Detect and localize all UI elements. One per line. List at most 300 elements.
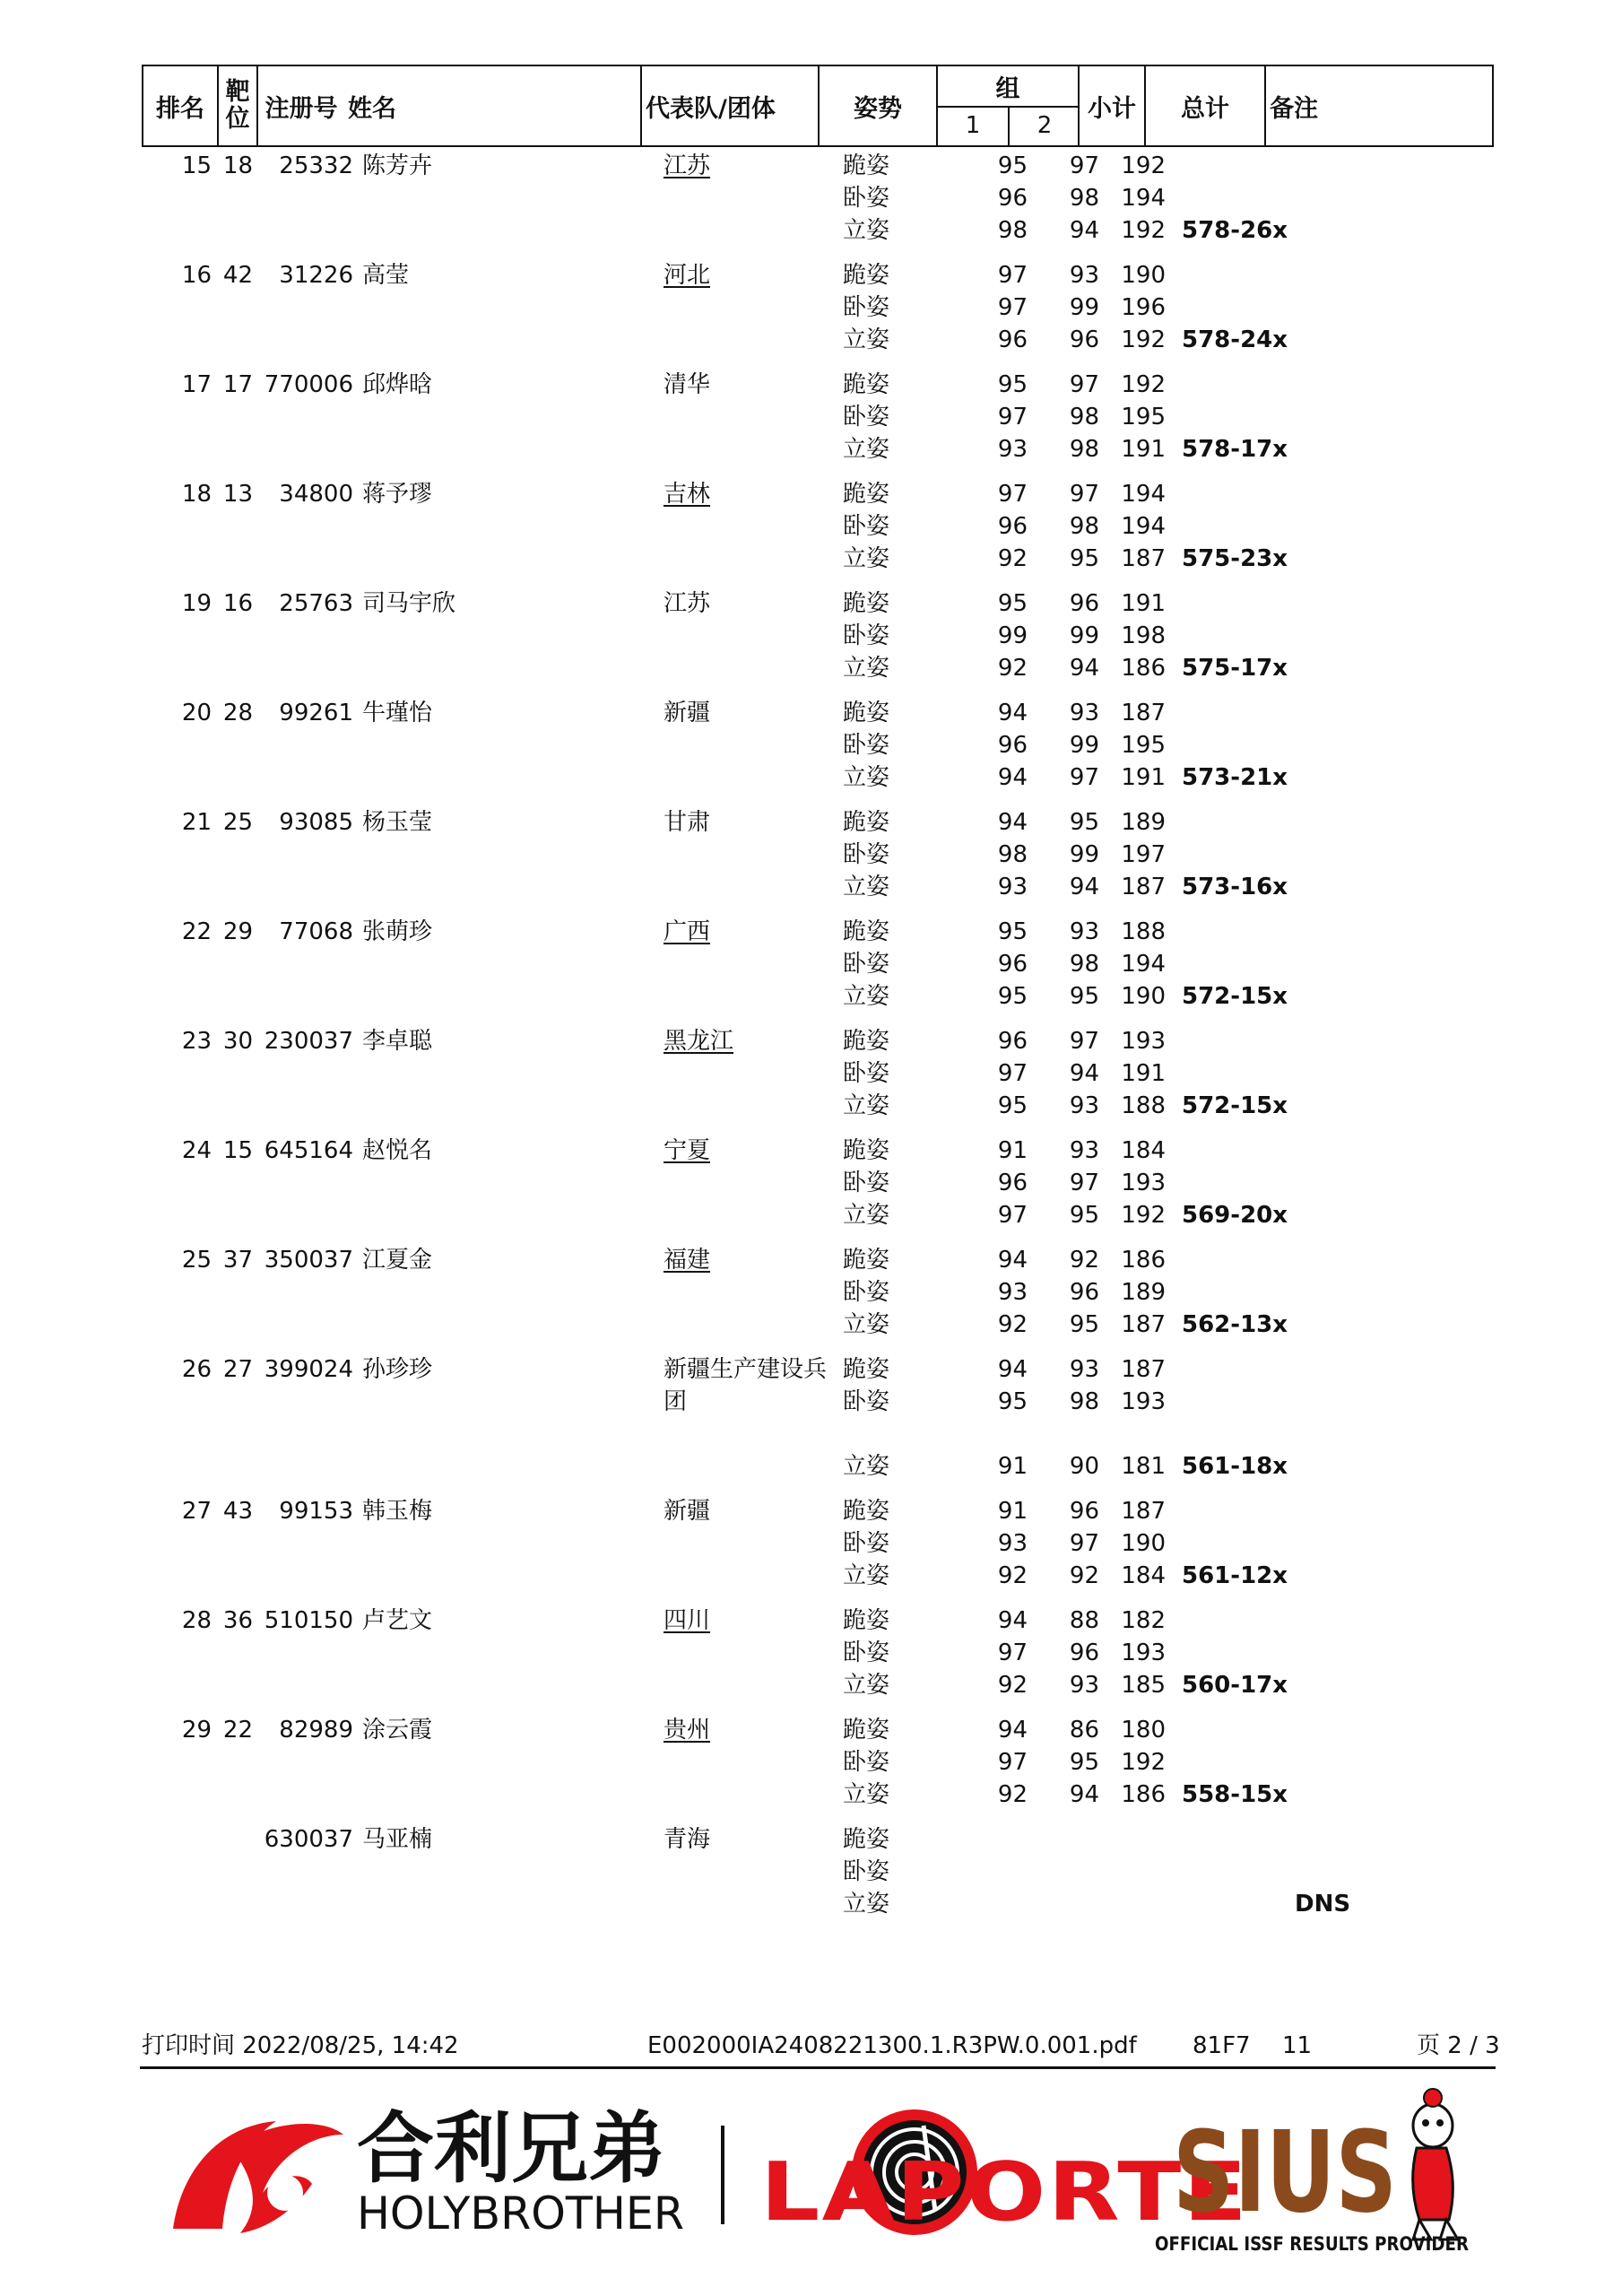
subtotal-score: 184 [1121, 1562, 1166, 1589]
series-2-score: 94 [1069, 655, 1099, 682]
total-score: 578-26x [1182, 217, 1288, 244]
position-label: 卧姿 [843, 622, 890, 649]
athlete-team: 广西 [664, 918, 711, 945]
series-2-score: 98 [1069, 1388, 1099, 1415]
holybrother-emblem-icon [173, 2121, 343, 2233]
athlete-team: 宁夏 [664, 1137, 711, 1164]
position-label: 立姿 [843, 436, 890, 463]
header-team: 代表队/团体 [640, 66, 818, 145]
series-2-score: 92 [1069, 1562, 1099, 1589]
position-label: 立姿 [843, 1781, 890, 1808]
series-2-score: 93 [1069, 1672, 1099, 1699]
subtotal-score: 190 [1121, 1530, 1166, 1557]
athlete-team: 新疆 [664, 700, 711, 726]
subtotal-score: 186 [1121, 655, 1166, 682]
series-2-score: 93 [1069, 1356, 1099, 1383]
subtotal-score: 197 [1121, 841, 1166, 868]
total-score: 573-21x [1182, 764, 1288, 791]
series-2-score: 97 [1069, 1170, 1099, 1196]
series-1-score: 95 [997, 152, 1028, 179]
athlete-target: 27 [222, 1356, 253, 1383]
subtotal-score: 194 [1121, 481, 1166, 508]
series-2-score: 88 [1069, 1607, 1099, 1634]
subtotal-score: 198 [1121, 622, 1166, 649]
series-2-score: 97 [1069, 371, 1099, 398]
athlete-name: 张萌珍 [362, 918, 433, 945]
position-label: 立姿 [843, 1672, 890, 1699]
subtotal-score: 192 [1121, 1202, 1166, 1229]
athlete-reg-no: 350037 [264, 1247, 353, 1274]
subtotal-score: 192 [1121, 1749, 1166, 1776]
athlete-rank: 16 [181, 262, 212, 289]
series-2-score: 86 [1069, 1717, 1099, 1744]
subtotal-score: 187 [1121, 1311, 1166, 1338]
series-1-score: 93 [997, 1530, 1028, 1557]
series-1-score: 94 [997, 1247, 1028, 1274]
athlete-reg-no: 31226 [279, 262, 353, 289]
position-label: 跪姿 [843, 700, 890, 726]
subtotal-score: 187 [1121, 874, 1166, 900]
series-1-score: 92 [997, 545, 1028, 572]
athlete-name: 高莹 [362, 262, 410, 289]
subtotal-score: 187 [1121, 700, 1166, 726]
position-label: 卧姿 [843, 1749, 890, 1776]
series-1-score: 98 [997, 217, 1028, 244]
position-label: 卧姿 [843, 1170, 890, 1196]
athlete-team: 吉林 [664, 481, 711, 508]
position-label: 卧姿 [843, 185, 890, 212]
series-1-score: 97 [997, 404, 1028, 430]
athlete-target: 15 [222, 1137, 253, 1164]
series-1-score: 95 [997, 590, 1028, 617]
athlete-target: 16 [222, 590, 253, 617]
total-score: 569-20x [1182, 1202, 1288, 1229]
series-2-score: 98 [1069, 185, 1099, 212]
athlete-team: 新疆生产建设兵 [664, 1356, 828, 1383]
series-2-score: 96 [1069, 326, 1099, 353]
sponsor-logos-svg [142, 2085, 1496, 2256]
position-label: 立姿 [843, 983, 890, 1010]
athlete-reg-no: 630037 [264, 1826, 353, 1853]
print-time: 打印时间 2022/08/25, 14:42 [142, 2032, 459, 2059]
position-label: 卧姿 [843, 951, 890, 978]
position-label: 立姿 [843, 1453, 890, 1480]
position-label: 立姿 [843, 326, 890, 353]
series-2-score: 95 [1069, 809, 1099, 836]
position-label: 跪姿 [843, 1826, 890, 1853]
header-position: 姿势 [818, 66, 936, 145]
athlete-reg-no: 99261 [279, 700, 353, 726]
subtotal-score: 191 [1121, 764, 1166, 791]
series-2-score: 98 [1069, 436, 1099, 463]
series-1-score: 91 [997, 1498, 1028, 1525]
position-label: 卧姿 [843, 1060, 890, 1087]
series-2-score: 96 [1069, 1498, 1099, 1525]
document-code: 81F7 [1193, 2032, 1251, 2059]
header-group [936, 66, 1078, 145]
athlete-team: 青海 [664, 1826, 711, 1853]
total-score: 573-16x [1182, 874, 1288, 900]
series-1-score: 94 [997, 764, 1028, 791]
total-score: 572-15x [1182, 983, 1288, 1010]
page-number: 页 2 / 3 [1417, 2032, 1500, 2059]
series-2-score: 99 [1069, 622, 1099, 649]
total-score: 561-12x [1182, 1562, 1288, 1589]
athlete-target: 22 [222, 1717, 253, 1744]
sius-mascot-icon [1413, 2089, 1458, 2239]
series-1-score: 93 [997, 874, 1028, 900]
subtotal-score: 196 [1121, 294, 1166, 321]
subtotal-score: 187 [1121, 1498, 1166, 1525]
series-2-score: 97 [1069, 152, 1099, 179]
series-1-score: 95 [997, 1092, 1028, 1119]
athlete-rank: 24 [181, 1137, 212, 1164]
athlete-target: 29 [222, 918, 253, 945]
series-2-score: 95 [1069, 1311, 1099, 1338]
subtotal-score: 188 [1121, 918, 1166, 945]
series-2-score: 95 [1069, 545, 1099, 572]
athlete-reg-no: 645164 [264, 1137, 353, 1164]
athlete-rank: 28 [181, 1607, 212, 1634]
series-2-score: 95 [1069, 983, 1099, 1010]
header-subtotal: 小计 [1078, 66, 1144, 145]
total-score: 575-17x [1182, 655, 1288, 682]
athlete-team: 河北 [664, 262, 711, 289]
athlete-target: 25 [222, 809, 253, 836]
athlete-name: 司马宇欣 [362, 590, 456, 617]
subtotal-score: 194 [1121, 513, 1166, 540]
position-label: 立姿 [843, 1891, 890, 1918]
series-1-score: 91 [997, 1453, 1028, 1480]
subtotal-score: 181 [1121, 1453, 1166, 1480]
total-score: 560-17x [1182, 1672, 1288, 1699]
series-1-score: 99 [997, 622, 1028, 649]
series-2-score: 95 [1069, 1202, 1099, 1229]
subtotal-score: 187 [1121, 545, 1166, 572]
total-score: 562-13x [1182, 1311, 1288, 1338]
series-2-score: 94 [1069, 1060, 1099, 1087]
position-label: 立姿 [843, 545, 890, 572]
series-2-score: 99 [1069, 732, 1099, 759]
series-2-score: 90 [1069, 1453, 1099, 1480]
position-label: 跪姿 [843, 918, 890, 945]
athlete-rank: 23 [181, 1028, 212, 1055]
series-2-score: 94 [1069, 874, 1099, 900]
athlete-team: 甘肃 [664, 809, 711, 836]
footer-rule [140, 2066, 1496, 2069]
sius-tagline: OFFICIAL ISSF RESULTS PROVIDER [1155, 2233, 1469, 2255]
subtotal-score: 189 [1121, 1279, 1166, 1306]
position-label: 跪姿 [843, 262, 890, 289]
athlete-name: 邱烨晗 [362, 371, 433, 398]
position-label: 卧姿 [843, 841, 890, 868]
athlete-target: 13 [222, 481, 253, 508]
athlete-team: 江苏 [664, 590, 711, 617]
header-group-1: 1 [938, 106, 1010, 145]
subtotal-score: 194 [1121, 951, 1166, 978]
series-1-score: 98 [997, 841, 1028, 868]
position-label: 跪姿 [843, 1717, 890, 1744]
athlete-rank: 17 [181, 371, 212, 398]
athlete-rank: 20 [181, 700, 212, 726]
position-label: 立姿 [843, 1311, 890, 1338]
pdf-filename: E002000IA2408221300.1.R3PW.0.001.pdf [647, 2032, 1137, 2059]
athlete-name: 杨玉莹 [362, 809, 433, 836]
series-2-score: 94 [1069, 1781, 1099, 1808]
athlete-target: 30 [222, 1028, 253, 1055]
sponsor-logos [142, 2085, 1496, 2256]
subtotal-score: 186 [1121, 1247, 1166, 1274]
athlete-name: 孙珍珍 [362, 1356, 433, 1383]
athlete-team: 新疆 [664, 1498, 711, 1525]
series-1-score: 96 [997, 951, 1028, 978]
series-2-score: 99 [1069, 841, 1099, 868]
header-total: 总计 [1144, 66, 1264, 145]
subtotal-score: 192 [1121, 217, 1166, 244]
athlete-rank: 29 [181, 1717, 212, 1744]
series-1-score: 96 [997, 513, 1028, 540]
athlete-name: 陈芳卉 [362, 152, 433, 179]
series-2-score: 98 [1069, 404, 1099, 430]
total-score: 578-17x [1182, 436, 1288, 463]
subtotal-score: 186 [1121, 1781, 1166, 1808]
total-score: 578-24x [1182, 326, 1288, 353]
athlete-reg-no: 230037 [264, 1028, 353, 1055]
position-label: 卧姿 [843, 404, 890, 430]
series-2-score: 96 [1069, 1279, 1099, 1306]
series-1-score: 94 [997, 1356, 1028, 1383]
position-label: 跪姿 [843, 1607, 890, 1634]
series-1-score: 93 [997, 436, 1028, 463]
athlete-name: 蒋予璆 [362, 481, 433, 508]
results-table-header [142, 65, 1494, 147]
laporte-text: LAPORTE [760, 2145, 1249, 2239]
position-label: 跪姿 [843, 1028, 890, 1055]
series-1-score: 94 [997, 809, 1028, 836]
subtotal-score: 190 [1121, 983, 1166, 1010]
athlete-team: 清华 [664, 371, 711, 398]
position-label: 跪姿 [843, 152, 890, 179]
athlete-target: 28 [222, 700, 253, 726]
series-1-score: 92 [997, 1562, 1028, 1589]
subtotal-score: 193 [1121, 1170, 1166, 1196]
athlete-rank: 25 [181, 1247, 212, 1274]
position-label: 跪姿 [843, 1137, 890, 1164]
header-group-2: 2 [1037, 112, 1053, 139]
athlete-target: 17 [222, 371, 253, 398]
position-label: 卧姿 [843, 1858, 890, 1885]
subtotal-score: 195 [1121, 732, 1166, 759]
position-label: 跪姿 [843, 809, 890, 836]
series-2-score: 97 [1069, 1530, 1099, 1557]
subtotal-score: 184 [1121, 1137, 1166, 1164]
position-label: 跪姿 [843, 1247, 890, 1274]
athlete-reg-no: 25332 [279, 152, 353, 179]
athlete-rank: 21 [181, 809, 212, 836]
subtotal-score: 191 [1121, 590, 1166, 617]
position-label: 立姿 [843, 1202, 890, 1229]
series-2-score: 96 [1069, 1639, 1099, 1666]
position-label: 卧姿 [843, 1279, 890, 1306]
series-2-score: 97 [1069, 481, 1099, 508]
series-1-score: 92 [997, 1672, 1028, 1699]
athlete-target: 36 [222, 1607, 253, 1634]
header-group-title: 组 [938, 66, 1078, 108]
header-target-text: 靶位 [225, 78, 250, 133]
subtotal-score: 188 [1121, 1092, 1166, 1119]
athlete-team: 四川 [664, 1607, 711, 1634]
series-1-score: 95 [997, 983, 1028, 1010]
total-score: 561-18x [1182, 1453, 1288, 1480]
subtotal-score: 191 [1121, 436, 1166, 463]
subtotal-score: 192 [1121, 326, 1166, 353]
athlete-target: 37 [222, 1247, 253, 1274]
series-2-score: 98 [1069, 951, 1099, 978]
position-label: 卧姿 [843, 513, 890, 540]
series-1-score: 94 [997, 700, 1028, 726]
position-label: 立姿 [843, 1092, 890, 1119]
athlete-team: 福建 [664, 1247, 711, 1274]
athlete-team: 黑龙江 [664, 1028, 734, 1055]
athlete-reg-no: 510150 [264, 1607, 353, 1634]
athlete-target: 43 [222, 1498, 253, 1525]
logo-divider [721, 2126, 724, 2224]
athlete-team: 贵州 [664, 1717, 711, 1744]
athlete-reg-no: 82989 [279, 1717, 353, 1744]
series-2-score: 98 [1069, 513, 1099, 540]
subtotal-score: 191 [1121, 1060, 1166, 1087]
athlete-name: 牛瑾怡 [362, 700, 433, 726]
athlete-rank: 22 [181, 918, 212, 945]
series-1-score: 92 [997, 655, 1028, 682]
athlete-name: 赵悦名 [362, 1137, 433, 1164]
athlete-name: 李卓聪 [362, 1028, 433, 1055]
series-1-score: 94 [997, 1607, 1028, 1634]
athlete-name: 江夏金 [362, 1247, 433, 1274]
series-1-score: 93 [997, 1279, 1028, 1306]
position-label: 跪姿 [843, 481, 890, 508]
position-label: 立姿 [843, 655, 890, 682]
header-name: 姓名 [348, 94, 396, 123]
sius-text: SIUS [1173, 2108, 1397, 2238]
subtotal-score: 182 [1121, 1607, 1166, 1634]
series-2-score: 93 [1069, 262, 1099, 289]
series-2-score: 92 [1069, 1247, 1099, 1274]
series-1-score: 92 [997, 1311, 1028, 1338]
athlete-name: 马亚楠 [362, 1826, 433, 1853]
remark: DNS [1295, 1891, 1351, 1918]
athlete-target: 18 [222, 152, 253, 179]
subtotal-score: 193 [1121, 1639, 1166, 1666]
series-1-score: 96 [997, 732, 1028, 759]
position-label: 卧姿 [843, 1388, 890, 1415]
athlete-team-line2: 团 [664, 1388, 688, 1415]
position-label: 卧姿 [843, 1530, 890, 1557]
athlete-team: 江苏 [664, 152, 711, 179]
header-target [217, 66, 256, 145]
series-2-score: 95 [1069, 1749, 1099, 1776]
series-2-score: 97 [1069, 764, 1099, 791]
series-2-score: 96 [1069, 590, 1099, 617]
athlete-name: 韩玉梅 [362, 1498, 433, 1525]
position-label: 卧姿 [843, 1639, 890, 1666]
header-remarks: 备注 [1264, 66, 1492, 145]
subtotal-score: 192 [1121, 152, 1166, 179]
header-rank: 排名 [156, 94, 204, 123]
series-1-score: 91 [997, 1137, 1028, 1164]
position-label: 立姿 [843, 874, 890, 900]
series-1-score: 95 [997, 918, 1028, 945]
athlete-reg-no: 770006 [264, 371, 353, 398]
series-1-score: 92 [997, 1781, 1028, 1808]
total-score: 575-23x [1182, 545, 1288, 572]
position-label: 跪姿 [843, 590, 890, 617]
series-1-score: 96 [997, 1028, 1028, 1055]
position-label: 跪姿 [843, 371, 890, 398]
series-1-score: 97 [997, 1202, 1028, 1229]
athlete-reg-no: 99153 [279, 1498, 353, 1525]
series-1-score: 97 [997, 481, 1028, 508]
series-2-score: 93 [1069, 1092, 1099, 1119]
subtotal-score: 187 [1121, 1356, 1166, 1383]
subtotal-score: 185 [1121, 1672, 1166, 1699]
series-1-score: 97 [997, 294, 1028, 321]
athlete-reg-no: 77068 [279, 918, 353, 945]
series-1-score: 96 [997, 326, 1028, 353]
athlete-reg-no: 399024 [264, 1356, 353, 1383]
series-1-score: 97 [997, 1639, 1028, 1666]
series-1-score: 97 [997, 262, 1028, 289]
athlete-name: 卢艺文 [362, 1607, 433, 1634]
holybrother-cn-text: 合利兄弟 [357, 2104, 665, 2194]
subtotal-score: 192 [1121, 371, 1166, 398]
position-label: 立姿 [843, 217, 890, 244]
series-2-score: 93 [1069, 700, 1099, 726]
athlete-rank: 18 [181, 481, 212, 508]
series-2-score: 93 [1069, 1137, 1099, 1164]
series-1-score: 94 [997, 1717, 1028, 1744]
header-reg-no: 注册号 [256, 66, 344, 145]
position-label: 跪姿 [843, 1356, 890, 1383]
holybrother-en-text: HOLYBROTHER [357, 2187, 684, 2239]
subtotal-score: 194 [1121, 185, 1166, 212]
series-1-score: 95 [997, 1388, 1028, 1415]
series-2-score: 97 [1069, 1028, 1099, 1055]
athlete-reg-no: 25763 [279, 590, 353, 617]
subtotal-score: 190 [1121, 262, 1166, 289]
subtotal-score: 195 [1121, 404, 1166, 430]
total-score: 558-15x [1182, 1781, 1288, 1808]
athlete-rank: 26 [181, 1356, 212, 1383]
subtotal-score: 193 [1121, 1028, 1166, 1055]
athlete-rank: 19 [181, 590, 212, 617]
total-score: 572-15x [1182, 1092, 1288, 1119]
athlete-reg-no: 34800 [279, 481, 353, 508]
series-2-score: 93 [1069, 918, 1099, 945]
athlete-rank: 27 [181, 1498, 212, 1525]
series-1-score: 97 [997, 1060, 1028, 1087]
series-1-score: 97 [997, 1749, 1028, 1776]
athlete-target: 42 [222, 262, 253, 289]
series-2-score: 99 [1069, 294, 1099, 321]
position-label: 卧姿 [843, 294, 890, 321]
position-label: 卧姿 [843, 732, 890, 759]
position-label: 跪姿 [843, 1498, 890, 1525]
athlete-rank: 15 [181, 152, 212, 179]
series-2-score: 94 [1069, 217, 1099, 244]
series-1-score: 96 [997, 1170, 1028, 1196]
subtotal-score: 193 [1121, 1388, 1166, 1415]
